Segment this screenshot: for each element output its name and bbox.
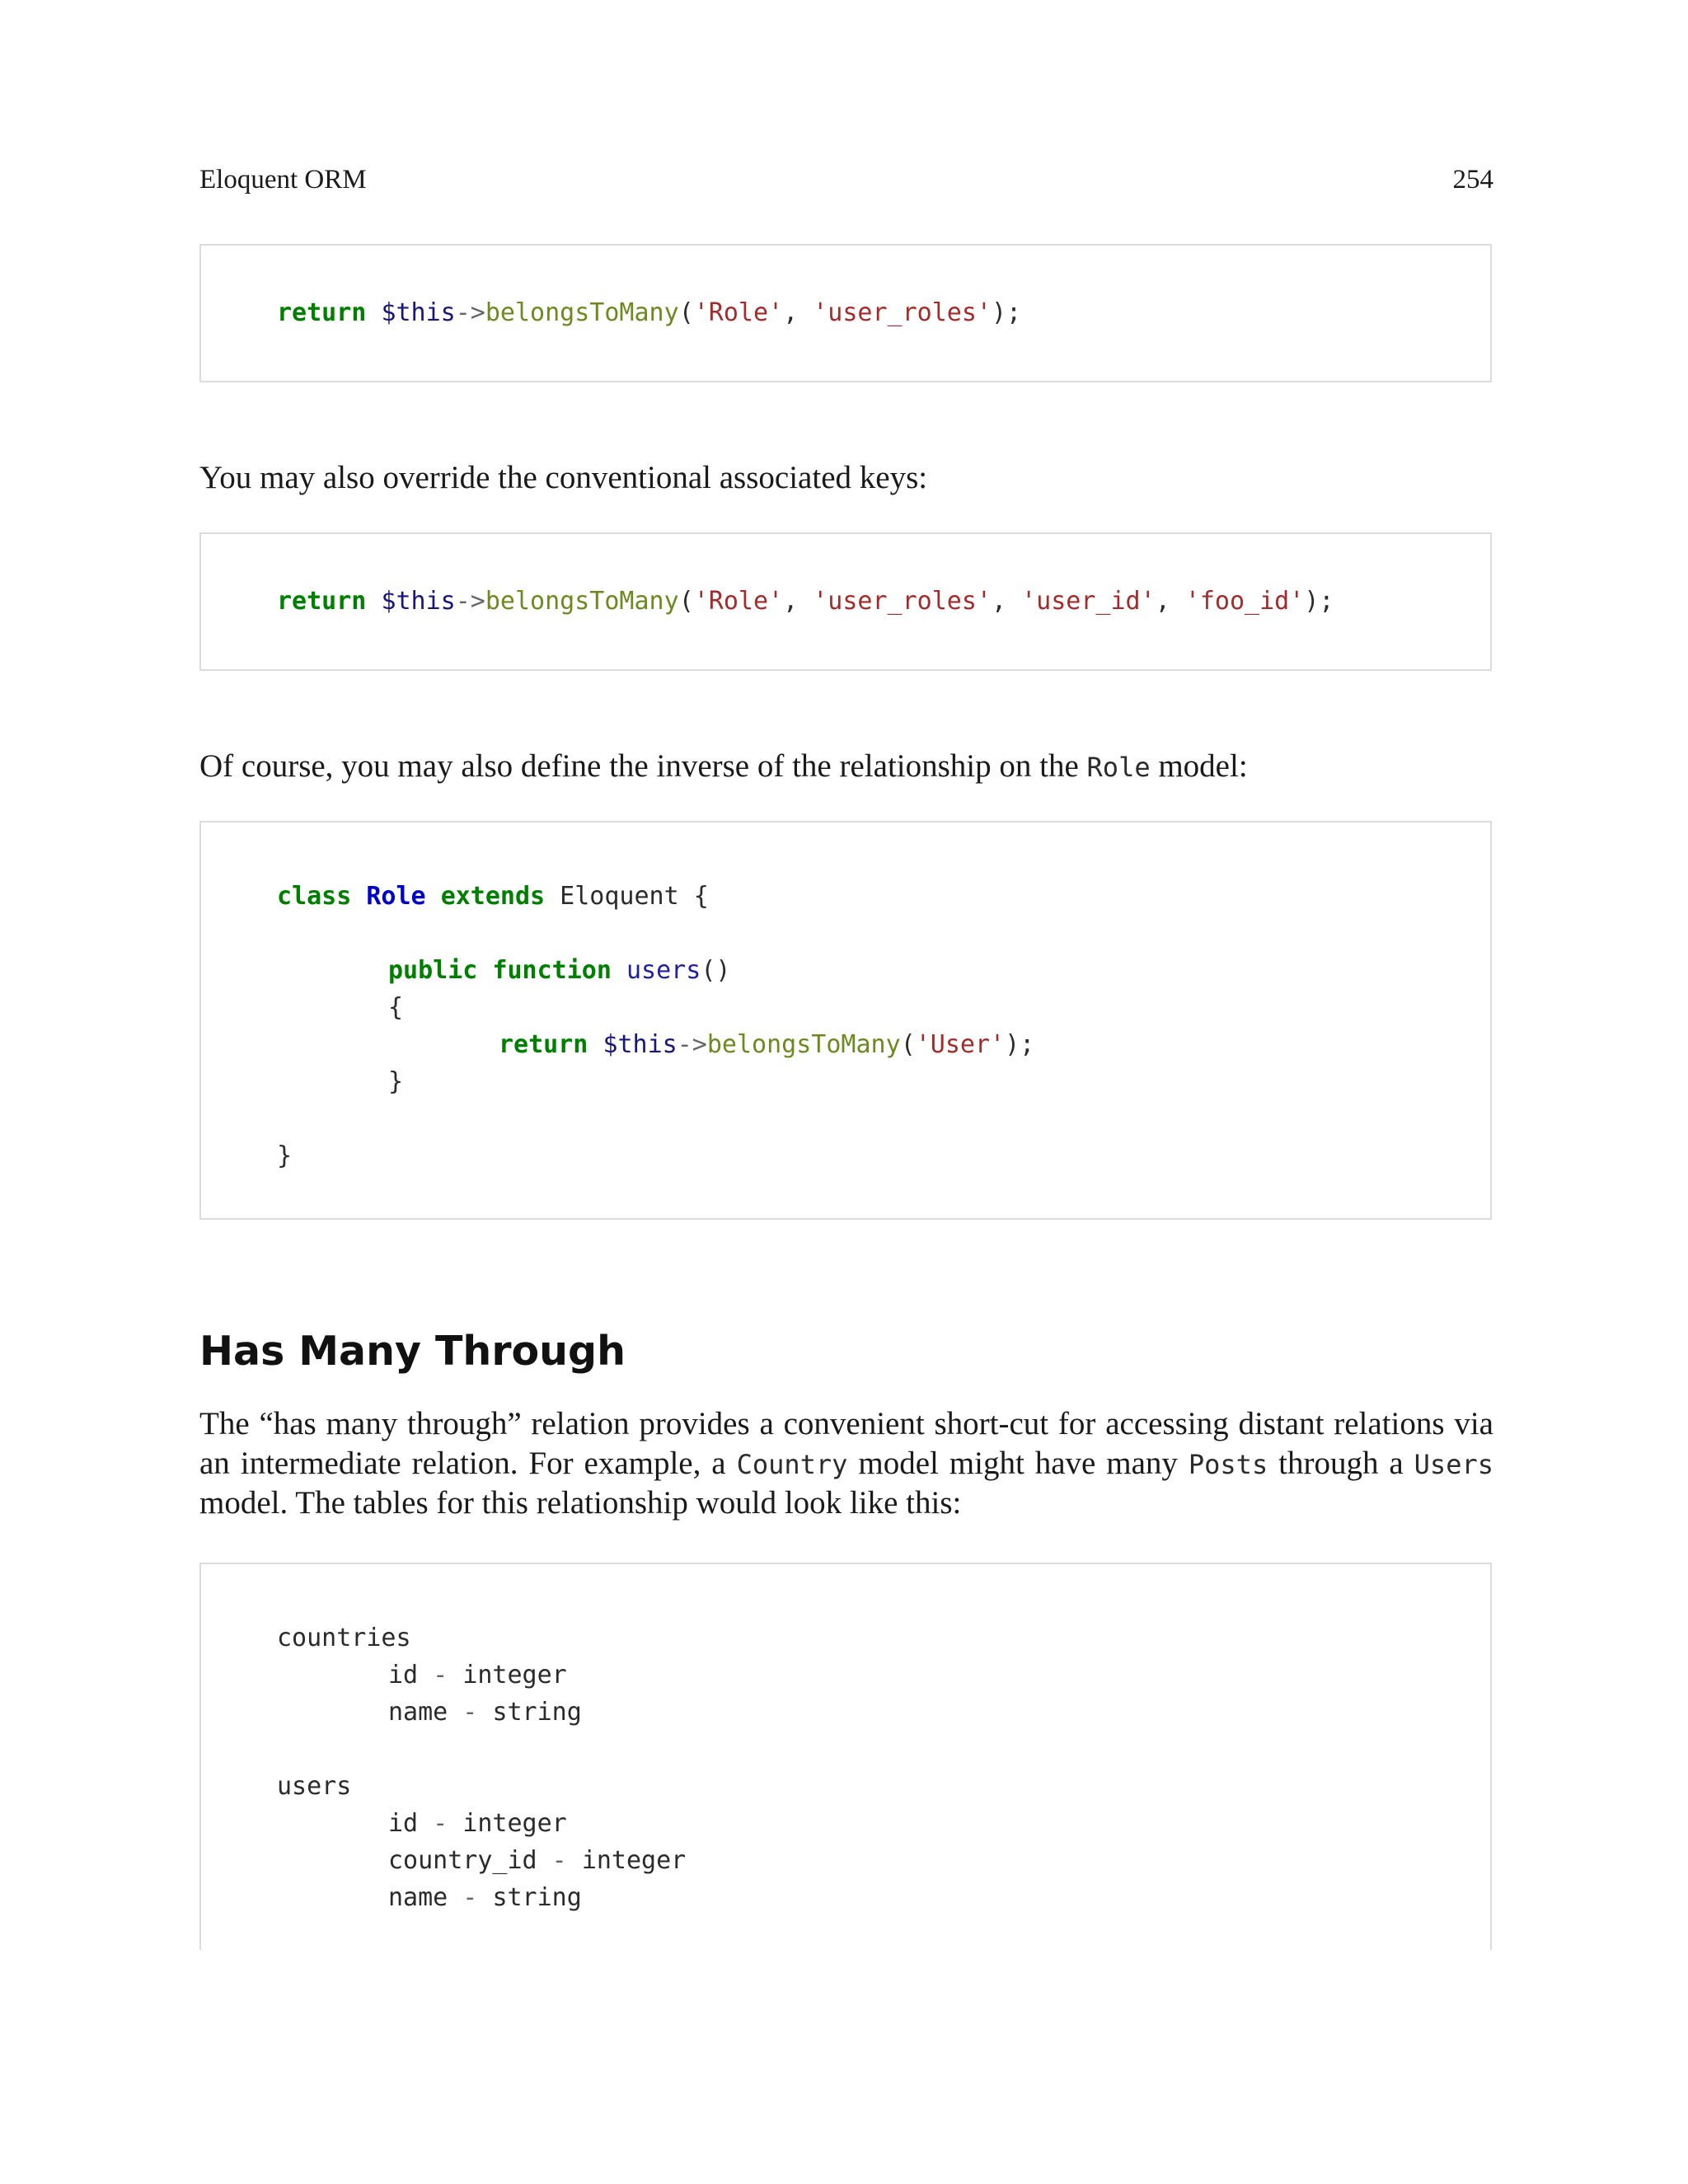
brace-close: } bbox=[388, 1067, 404, 1096]
table-name-users: users bbox=[277, 1772, 352, 1801]
code-line-return bbox=[499, 1026, 1034, 1064]
variable-this: $this bbox=[603, 1030, 678, 1059]
variable-this: $this bbox=[381, 587, 456, 616]
inline-code-users: Users bbox=[1414, 1449, 1493, 1480]
comma: , bbox=[783, 587, 814, 616]
brace-close: } bbox=[277, 1141, 293, 1170]
column-name: country_id bbox=[388, 1846, 537, 1875]
string-arg: 'foo_id' bbox=[1184, 587, 1305, 616]
paragraph-text: an intermediate relation. For example, a bbox=[199, 1446, 737, 1481]
paragraph-text: model might have many bbox=[847, 1446, 1189, 1481]
dash: - bbox=[418, 1661, 463, 1690]
column-name: id bbox=[388, 1661, 419, 1690]
method-name: belongsToMany bbox=[485, 298, 679, 327]
string-arg: 'user_roles' bbox=[813, 587, 992, 616]
method-name: belongsToMany bbox=[485, 587, 679, 616]
comma: , bbox=[992, 587, 1022, 616]
string-arg: 'Role' bbox=[693, 587, 784, 616]
brace-open: { bbox=[388, 993, 404, 1022]
code-block-belongs-to-many-table bbox=[199, 244, 1492, 382]
string-arg: 'User' bbox=[915, 1030, 1006, 1059]
operator-arrow: -> bbox=[455, 298, 485, 327]
paren-close: ); bbox=[1304, 587, 1334, 616]
chapter-title: Eloquent ORM bbox=[199, 165, 367, 194]
string-arg: 'user_roles' bbox=[813, 298, 992, 327]
code-line-column bbox=[388, 1657, 567, 1694]
paragraph-text: Of course, you may also define the inverse of the relationship on the bbox=[199, 748, 1087, 784]
paren-open: ( bbox=[678, 298, 694, 327]
keyword-public: public bbox=[388, 956, 478, 985]
column-type: string bbox=[492, 1698, 582, 1727]
string-arg: 'Role' bbox=[693, 298, 784, 327]
code-line-brace-open bbox=[388, 989, 403, 1027]
column-type: string bbox=[492, 1883, 582, 1912]
keyword-class: class bbox=[277, 882, 352, 911]
keyword-return: return bbox=[277, 587, 367, 616]
paren-open: ( bbox=[900, 1030, 916, 1059]
paren-close: ); bbox=[1005, 1030, 1035, 1059]
section-heading: Has Many Through bbox=[199, 1328, 626, 1375]
column-name: name bbox=[388, 1698, 448, 1727]
keyword-return: return bbox=[277, 298, 367, 327]
function-name: users bbox=[626, 956, 701, 985]
code-line-class-declaration bbox=[277, 878, 709, 916]
paragraph-override-keys bbox=[199, 458, 1493, 498]
dash: - bbox=[448, 1698, 493, 1727]
code-line-table-name bbox=[277, 1768, 351, 1806]
code-line bbox=[277, 583, 1334, 621]
code-block-belongs-to-many-keys bbox=[199, 532, 1492, 671]
comma: , bbox=[1155, 587, 1185, 616]
paragraph-text: model: bbox=[1150, 748, 1248, 784]
code-line-column bbox=[388, 1694, 582, 1732]
inline-code-posts: Posts bbox=[1188, 1449, 1268, 1480]
code-line-function-declaration bbox=[388, 952, 730, 990]
dash: - bbox=[448, 1883, 493, 1912]
page-number: 254 bbox=[1452, 165, 1493, 194]
dash: - bbox=[537, 1846, 582, 1875]
method-name: belongsToMany bbox=[706, 1030, 901, 1059]
paragraph-line bbox=[199, 747, 1493, 786]
inline-code-country: Country bbox=[736, 1449, 848, 1480]
comma: , bbox=[783, 298, 814, 327]
keyword-function: function bbox=[492, 956, 612, 985]
code-line-table-name bbox=[277, 1619, 411, 1657]
code-block-role-class bbox=[199, 821, 1492, 1220]
column-name: id bbox=[388, 1809, 419, 1838]
dash: - bbox=[418, 1809, 463, 1838]
paren-open: ( bbox=[678, 587, 694, 616]
column-name: name bbox=[388, 1883, 448, 1912]
code-line-brace-close-inner bbox=[388, 1063, 403, 1101]
table-name-countries: countries bbox=[277, 1624, 411, 1652]
function-parens: () bbox=[701, 956, 731, 985]
keyword-return: return bbox=[499, 1030, 588, 1059]
operator-arrow: -> bbox=[677, 1030, 707, 1059]
column-type: integer bbox=[581, 1846, 687, 1875]
paragraph-line bbox=[199, 1444, 1493, 1483]
variable-this: $this bbox=[381, 298, 456, 327]
paragraph-text: through a bbox=[1268, 1446, 1414, 1481]
column-type: integer bbox=[462, 1661, 567, 1690]
paragraph-inverse-relationship bbox=[199, 747, 1493, 786]
code-line-column bbox=[388, 1879, 582, 1917]
code-line-brace-close-outer bbox=[277, 1137, 292, 1175]
code-line-column bbox=[388, 1842, 686, 1880]
code-line-column bbox=[388, 1805, 567, 1843]
paragraph-line: model. The tables for this relationship would look like this: bbox=[199, 1485, 962, 1521]
running-header bbox=[199, 162, 1493, 198]
inline-code-role: Role bbox=[1086, 752, 1151, 783]
code-block-table-schema bbox=[199, 1563, 1492, 1950]
paragraph-text: You may also override the conventional associated keys: bbox=[199, 460, 928, 495]
parent-class: Eloquent { bbox=[545, 882, 709, 911]
paragraph-line: The “has many through” relation provides a convenient short-cut for accessing distant relations via bbox=[199, 1406, 1493, 1441]
paren-close: ); bbox=[992, 298, 1022, 327]
code-line bbox=[277, 294, 1021, 332]
paragraph-has-many-through bbox=[199, 1404, 1493, 1523]
class-name: Role bbox=[366, 882, 426, 911]
keyword-extends: extends bbox=[440, 882, 546, 911]
operator-arrow: -> bbox=[455, 587, 485, 616]
string-arg: 'user_id' bbox=[1021, 587, 1156, 616]
column-type: integer bbox=[462, 1809, 567, 1838]
